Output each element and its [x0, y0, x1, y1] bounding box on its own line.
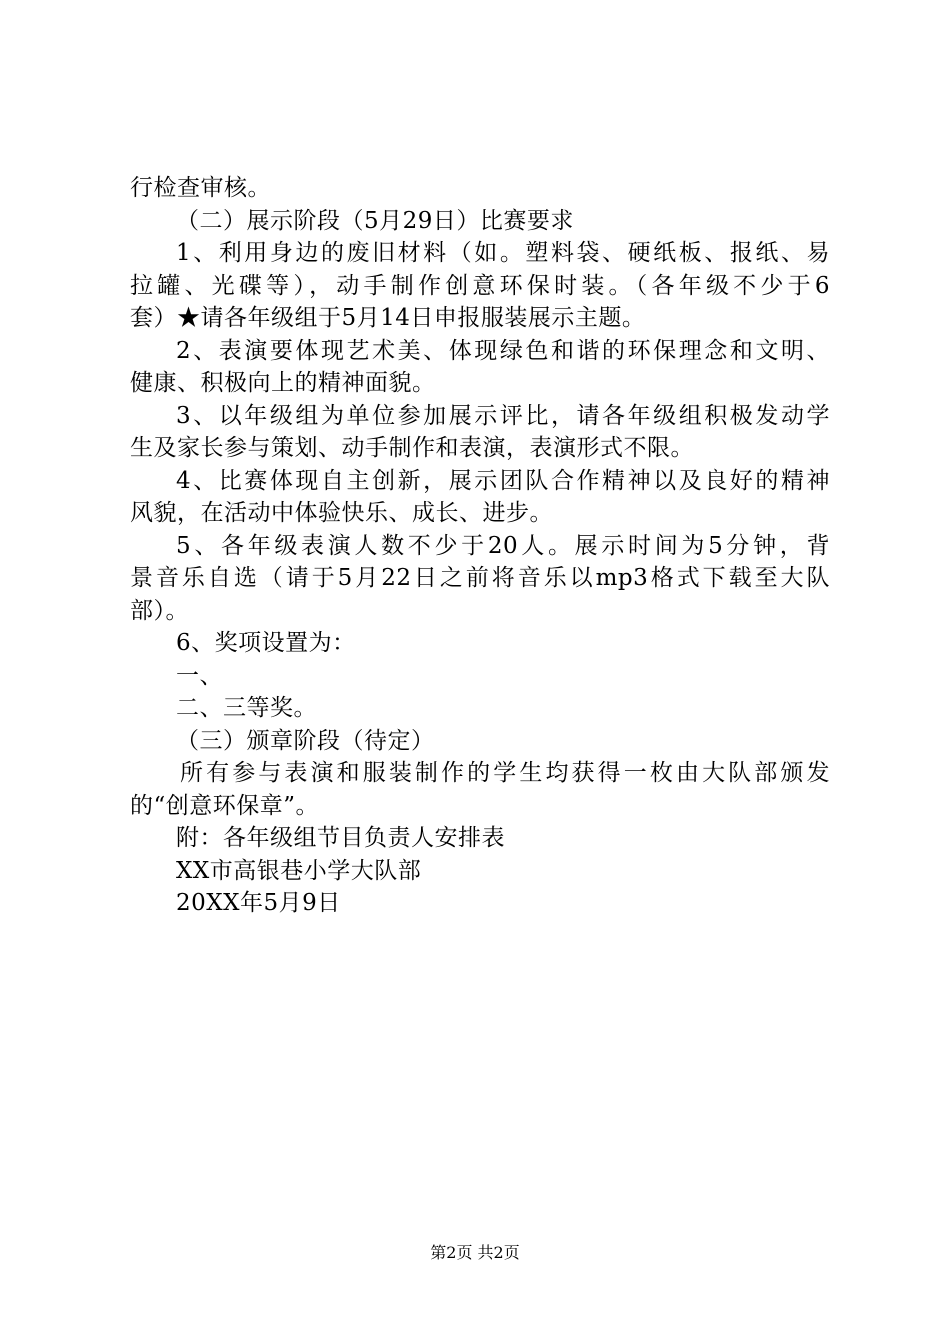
document-body [130, 172, 830, 920]
text-line: 风貌，在活动中体验快乐、成长、进步。 [130, 500, 553, 526]
text-line: 拉罐、光碟等），动手制作创意环保时装。（各年级不少于6 [130, 272, 830, 299]
text-line: 部）。 [130, 597, 189, 624]
text-line: 2、表演要体现艺术美、体现绿色和谐的环保理念和文明、 [176, 337, 830, 364]
text-line: 景音乐自选（请于5月22日之前将音乐以mp3格式下载至大队 [130, 565, 830, 591]
text-line: 附：各年级组节目负责人安排表 [176, 825, 505, 851]
text-line: 二、三等奖。 [176, 695, 317, 721]
page-footer: 第2页 共2页 [430, 1243, 520, 1262]
text-line: 5、各年级表演人数不少于20人。展示时间为5分钟，背 [176, 532, 830, 559]
text-line: 的“创意环保章”。 [130, 792, 320, 819]
section-heading: （三）颁章阶段（待定） [176, 727, 435, 754]
signature-org: XX市高银巷小学大队部 [176, 857, 422, 884]
text-line: 行检查审核。 [130, 175, 271, 201]
text-line: 健康、积极向上的精神面貌。 [130, 370, 436, 396]
text-line: 套）★请各年级组于5月14日申报服装展示主题。 [130, 305, 646, 331]
signature-date: 20XX年5月9日 [176, 890, 341, 916]
text-line: 生及家长参与策划、动手制作和表演，表演形式不限。 [130, 435, 694, 461]
text-line: 3、以年级组为单位参加展示评比，请各年级组积极发动学 [176, 402, 830, 429]
text-line: 4、比赛体现自主创新，展示团队合作精神以及良好的精神 [176, 467, 830, 494]
section-heading: （二）展示阶段（5月29日）比赛要求 [176, 207, 574, 234]
text-line: 所有参与表演和服装制作的学生均获得一枚由大队部颁发 [180, 760, 830, 786]
text-line: 一、 [176, 662, 223, 689]
text-line: 6、奖项设置为： [176, 630, 356, 656]
text-line: 1、利用身边的废旧材料（如。塑料袋、硬纸板、报纸、易 [176, 240, 830, 266]
